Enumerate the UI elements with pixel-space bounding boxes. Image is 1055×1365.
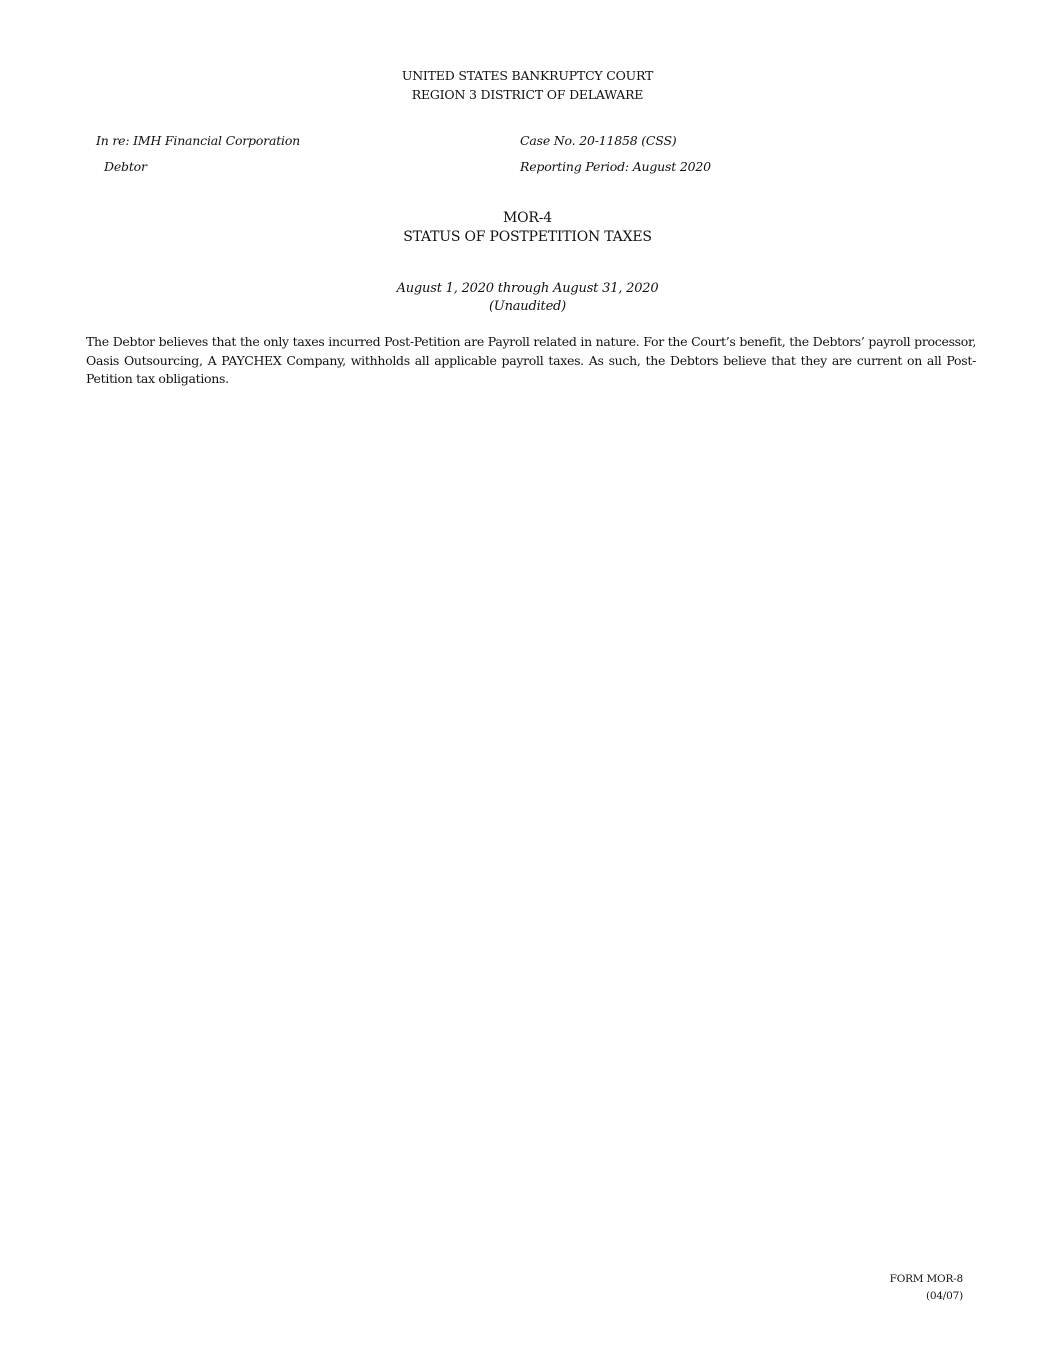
form-title: STATUS OF POSTPETITION TAXES — [403, 229, 652, 245]
court-name: UNITED STATES BANKRUPTCY COURT — [401, 68, 654, 83]
tax-status-paragraph: The Debtor believes that the only taxes incurred Post-Petition are Payroll related in nature. For the Court’s benefit, the Debtors’ payroll processor, Oasis Outsourcing, A PAYCHEX Company, withholds all applicable payroll taxes. As such, the Debtors believe that they are current on all Post-Petition tax obligations. — [86, 334, 976, 386]
reporting-period: Reporting Period: August 2020 — [520, 159, 711, 174]
unaudited-note: (Unaudited) — [488, 299, 567, 314]
footer-revision: (04/07) — [925, 1290, 963, 1302]
court-district: REGION 3 DISTRICT OF DELAWARE — [411, 87, 644, 102]
period-range: August 1, 2020 through August 31, 2020 — [396, 281, 659, 296]
in-re-line: In re: IMH Financial Corporation — [96, 133, 300, 148]
debtor-label: Debtor — [104, 159, 147, 174]
form-code: MOR-4 — [503, 210, 552, 226]
form-footer — [890, 1271, 963, 1305]
footer-form-id: FORM MOR-8 — [889, 1273, 963, 1285]
case-number: Case No. 20-11858 (CSS) — [520, 133, 677, 148]
